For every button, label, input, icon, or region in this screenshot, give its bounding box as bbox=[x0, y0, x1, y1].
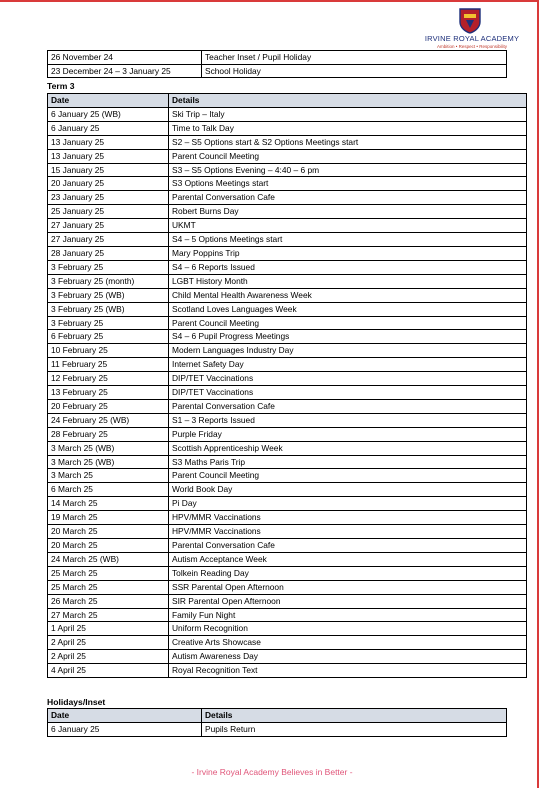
date-cell: 23 January 25 bbox=[48, 191, 169, 205]
table-row bbox=[48, 622, 527, 636]
table-row bbox=[48, 539, 527, 553]
table-row bbox=[48, 580, 527, 594]
details-cell: S4 – 6 Reports Issued bbox=[169, 260, 527, 274]
table-row bbox=[48, 664, 527, 678]
date-cell: 3 March 25 (WB) bbox=[48, 455, 169, 469]
date-cell: 24 February 25 (WB) bbox=[48, 413, 169, 427]
table-row bbox=[48, 177, 527, 191]
table-row bbox=[48, 358, 527, 372]
column-header-date: Date bbox=[48, 709, 202, 723]
footer-motto: - Irvine Royal Academy Believes in Better - bbox=[191, 767, 353, 777]
date-cell: 19 March 25 bbox=[48, 511, 169, 525]
date-cell: 3 March 25 (WB) bbox=[48, 441, 169, 455]
date-cell: 20 March 25 bbox=[48, 539, 169, 553]
date-cell: 15 January 25 bbox=[48, 163, 169, 177]
date-cell: 1 April 25 bbox=[48, 622, 169, 636]
details-cell: Child Mental Health Awareness Week bbox=[169, 288, 527, 302]
date-cell: 3 February 25 (WB) bbox=[48, 302, 169, 316]
details-cell: Pi Day bbox=[169, 497, 527, 511]
table-row bbox=[48, 552, 527, 566]
date-cell: 12 February 25 bbox=[48, 372, 169, 386]
details-cell: School Holiday bbox=[202, 64, 507, 78]
details-cell: S4 – 5 Options Meetings start bbox=[169, 233, 527, 247]
date-cell: 20 January 25 bbox=[48, 177, 169, 191]
table-row bbox=[48, 469, 527, 483]
date-cell: 25 March 25 bbox=[48, 580, 169, 594]
column-header-date: Date bbox=[48, 94, 169, 108]
date-cell: 25 March 25 bbox=[48, 566, 169, 580]
table-header-row bbox=[48, 709, 507, 723]
term3-table bbox=[47, 93, 527, 678]
date-cell: 3 February 25 (WB) bbox=[48, 288, 169, 302]
date-cell: 6 January 25 bbox=[48, 723, 202, 737]
column-header-details: Details bbox=[202, 709, 507, 723]
table-row bbox=[48, 107, 527, 121]
date-cell: 2 April 25 bbox=[48, 650, 169, 664]
date-cell: 13 January 25 bbox=[48, 135, 169, 149]
table-row bbox=[48, 302, 527, 316]
date-cell: 26 November 24 bbox=[48, 51, 202, 65]
details-cell: Teacher Inset / Pupil Holiday bbox=[202, 51, 507, 65]
table-row bbox=[48, 205, 527, 219]
details-cell: HPV/MMR Vaccinations bbox=[169, 525, 527, 539]
details-cell: World Book Day bbox=[169, 483, 527, 497]
date-cell: 6 January 25 (WB) bbox=[48, 107, 169, 121]
table-row bbox=[48, 121, 527, 135]
date-cell: 26 March 25 bbox=[48, 594, 169, 608]
date-cell: 11 February 25 bbox=[48, 358, 169, 372]
school-brand bbox=[420, 34, 524, 49]
details-cell: LGBT History Month bbox=[169, 274, 527, 288]
date-cell: 3 February 25 bbox=[48, 260, 169, 274]
table-row bbox=[48, 594, 527, 608]
holidays-title: Holidays/Inset bbox=[47, 697, 106, 707]
term3-title: Term 3 bbox=[47, 81, 75, 91]
table-row bbox=[48, 723, 507, 737]
details-cell: Ski Trip – Italy bbox=[169, 107, 527, 121]
date-cell: 20 March 25 bbox=[48, 525, 169, 539]
date-cell: 28 January 25 bbox=[48, 246, 169, 260]
table-row bbox=[48, 191, 527, 205]
school-name: IRVINE ROYAL ACADEMY bbox=[424, 34, 520, 43]
details-cell: UKMT bbox=[169, 219, 527, 233]
table-row bbox=[48, 51, 507, 65]
date-cell: 3 March 25 bbox=[48, 469, 169, 483]
date-cell: 3 February 25 (month) bbox=[48, 274, 169, 288]
column-header-details: Details bbox=[169, 94, 527, 108]
table-row bbox=[48, 413, 527, 427]
holidays-table bbox=[47, 708, 507, 737]
table-row bbox=[48, 316, 527, 330]
details-cell: Pupils Return bbox=[202, 723, 507, 737]
details-cell: Modern Languages Industry Day bbox=[169, 344, 527, 358]
table-row bbox=[48, 260, 527, 274]
school-tagline: Ambition • Respect • Responsibility bbox=[437, 44, 507, 49]
table-row bbox=[48, 219, 527, 233]
details-cell: Tolkein Reading Day bbox=[169, 566, 527, 580]
date-cell: 27 January 25 bbox=[48, 219, 169, 233]
details-cell: S1 – 3 Reports Issued bbox=[169, 413, 527, 427]
details-cell: Autism Acceptance Week bbox=[169, 552, 527, 566]
details-cell: S4 – 6 Pupil Progress Meetings bbox=[169, 330, 527, 344]
table-row bbox=[48, 274, 527, 288]
details-cell: Family Fun Night bbox=[169, 608, 527, 622]
details-cell: Internet Safety Day bbox=[169, 358, 527, 372]
table-row bbox=[48, 344, 527, 358]
details-cell: HPV/MMR Vaccinations bbox=[169, 511, 527, 525]
table-row bbox=[48, 566, 527, 580]
details-cell: Uniform Recognition bbox=[169, 622, 527, 636]
date-cell: 10 February 25 bbox=[48, 344, 169, 358]
table-row bbox=[48, 636, 527, 650]
table-row bbox=[48, 246, 527, 260]
top-events-table bbox=[47, 50, 507, 78]
details-cell: Mary Poppins Trip bbox=[169, 246, 527, 260]
table-row bbox=[48, 233, 527, 247]
date-cell: 6 March 25 bbox=[48, 483, 169, 497]
details-cell: Royal Recognition Text bbox=[169, 664, 527, 678]
table-row bbox=[48, 441, 527, 455]
date-cell: 20 February 25 bbox=[48, 399, 169, 413]
date-cell: 25 January 25 bbox=[48, 205, 169, 219]
date-cell: 13 January 25 bbox=[48, 149, 169, 163]
date-cell: 6 January 25 bbox=[48, 121, 169, 135]
date-cell: 28 February 25 bbox=[48, 427, 169, 441]
details-cell: SSR Parental Open Afternoon bbox=[169, 580, 527, 594]
date-cell: 24 March 25 (WB) bbox=[48, 552, 169, 566]
date-cell: 6 February 25 bbox=[48, 330, 169, 344]
details-cell: Autism Awareness Day bbox=[169, 650, 527, 664]
details-cell: Scotland Loves Languages Week bbox=[169, 302, 527, 316]
date-cell: 27 January 25 bbox=[48, 233, 169, 247]
details-cell: Parental Conversation Cafe bbox=[169, 191, 527, 205]
details-cell: Parental Conversation Cafe bbox=[169, 539, 527, 553]
table-row bbox=[48, 288, 527, 302]
date-cell: 14 March 25 bbox=[48, 497, 169, 511]
date-cell: 3 February 25 bbox=[48, 316, 169, 330]
table-row bbox=[48, 497, 527, 511]
details-cell: S3 – S5 Options Evening – 4:40 – 6 pm bbox=[169, 163, 527, 177]
table-row bbox=[48, 525, 527, 539]
table-row bbox=[48, 427, 527, 441]
details-cell: DIP/TET Vaccinations bbox=[169, 372, 527, 386]
details-cell: Purple Friday bbox=[169, 427, 527, 441]
details-cell: Robert Burns Day bbox=[169, 205, 527, 219]
date-cell: 13 February 25 bbox=[48, 386, 169, 400]
table-header-row bbox=[48, 94, 527, 108]
table-row bbox=[48, 650, 527, 664]
details-cell: Parent Council Meeting bbox=[169, 316, 527, 330]
school-crest-icon bbox=[459, 8, 481, 34]
table-row bbox=[48, 483, 527, 497]
table-row bbox=[48, 64, 507, 78]
table-row bbox=[48, 455, 527, 469]
details-cell: Time to Talk Day bbox=[169, 121, 527, 135]
details-cell: DIP/TET Vaccinations bbox=[169, 386, 527, 400]
table-row bbox=[48, 386, 527, 400]
table-row bbox=[48, 511, 527, 525]
details-cell: Parental Conversation Cafe bbox=[169, 399, 527, 413]
details-cell: Parent Council Meeting bbox=[169, 149, 527, 163]
details-cell: Scottish Apprenticeship Week bbox=[169, 441, 527, 455]
details-cell: S2 – S5 Options start & S2 Options Meetings start bbox=[169, 135, 527, 149]
details-cell: S3 Maths Paris Trip bbox=[169, 455, 527, 469]
date-cell: 2 April 25 bbox=[48, 636, 169, 650]
table-row bbox=[48, 372, 527, 386]
table-row bbox=[48, 135, 527, 149]
date-cell: 27 March 25 bbox=[48, 608, 169, 622]
details-cell: S3 Options Meetings start bbox=[169, 177, 527, 191]
table-row bbox=[48, 399, 527, 413]
table-row bbox=[48, 330, 527, 344]
details-cell: Creative Arts Showcase bbox=[169, 636, 527, 650]
table-row bbox=[48, 608, 527, 622]
details-cell: SIR Parental Open Afternoon bbox=[169, 594, 527, 608]
date-cell: 4 April 25 bbox=[48, 664, 169, 678]
table-row bbox=[48, 149, 527, 163]
table-row bbox=[48, 163, 527, 177]
details-cell: Parent Council Meeting bbox=[169, 469, 527, 483]
date-cell: 23 December 24 – 3 January 25 bbox=[48, 64, 202, 78]
